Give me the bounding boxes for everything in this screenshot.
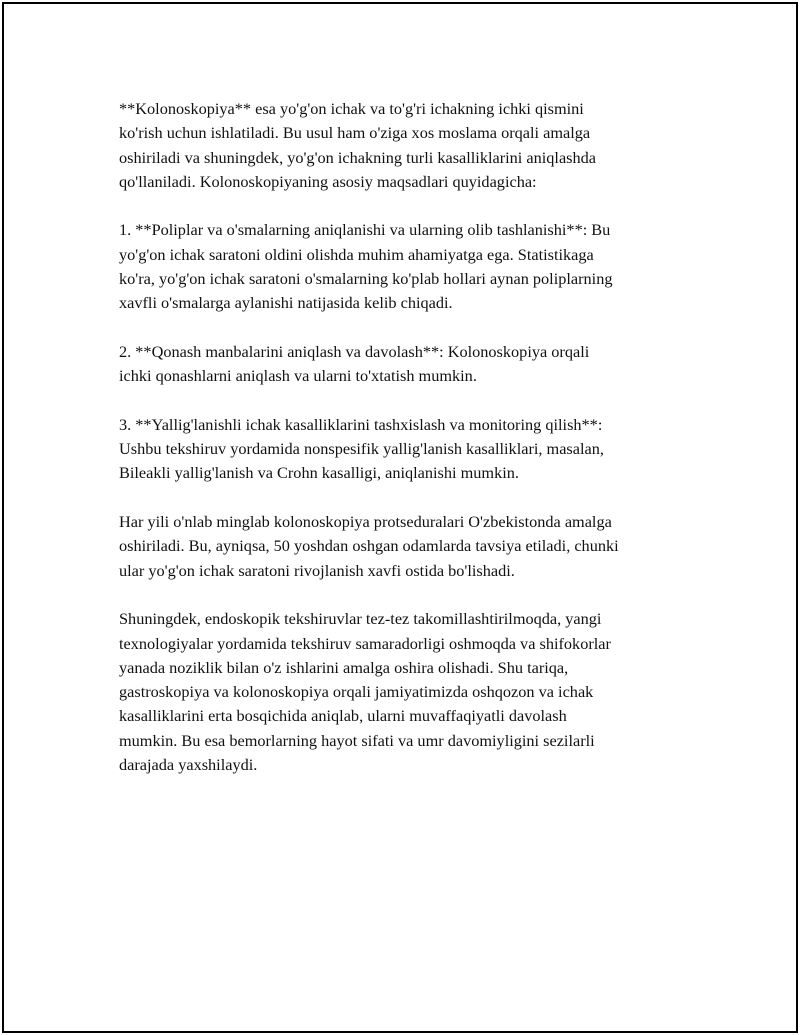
paragraph-polyps: 1. **Poliplar va o'smalarning aniqlanishi va ularning olib tashlanishi**: Bu yo'g'on ichak saratoni oldini olishda muhim ahamiyatga ega. Statistikaga ko'ra, yo'g'on ichak saratoni o'smalarning ko'plab hollari aynan poliplarning xavfli o'smalarga aylanishi natijasida kelib chiqadi. bbox=[119, 220, 613, 313]
document-page bbox=[2, 2, 798, 1033]
paragraph-colonoscopy-intro: **Kolonoskopiya** esa yo'g'on ichak va to'g'ri ichakning ichki qismini ko'rish uchun ishlatiladi. Bu usul ham o'ziga xos moslama orqali amalga oshiriladi va shuningdek, yo'g'on ichakning turli kasalliklarini aniqlashda qo'llaniladi. Kolonoskopiyaning asosiy maqsadlari quyidagicha: bbox=[119, 99, 597, 191]
document-body bbox=[119, 97, 689, 802]
paragraph-annual-procedures: Har yili o'nlab minglab kolonoskopiya protseduralari O'zbekistonda amalga oshiriladi. Bu, ayniqsa, 50 yoshdan oshgan odamlarda tavsiya etiladi, chunki ular yo'g'on ichak saratoni rivojlanish xavfi ostida bo'lishadi. bbox=[119, 512, 619, 580]
paragraph-bleeding: 2. **Qonash manbalarini aniqlash va davolash**: Kolonoskopiya orqali ichki qonashlarni aniqlash va ularni to'xtatish mumkin. bbox=[119, 341, 590, 386]
paragraph-conclusion: Shuningdek, endoskopik tekshiruvlar tez-tez takomillashtirilmoqda, yangi texnologiyalar yordamida tekshiruv samaradorligi oshmoqda va shifokorlar yanada noziklik bilan o'z ishlarini amalga oshira olishadi. Shu tariqa, gastroskopiya va kolonoskopiya orqali jamiyatimizda oshqozon va ichak kasalliklarini erta bosqichida aniqlab, ularni muvaffaqiyatli davolash mumkin. Bu esa bemorlarning hayot sifati va umr davomiyligini sezilarli darajada yaxshilaydi. bbox=[119, 609, 611, 775]
paragraph-inflammatory-disease: 3. **Yallig'lanishli ichak kasalliklarini tashxislash va monitoring qilish**: Ushbu tekshiruv yordamida nonspesifik yallig'lanish kasalliklari, masalan, Bileakli yallig'lanish va Crohn kasalligi, aniqlanishi mumkin. bbox=[119, 414, 604, 483]
